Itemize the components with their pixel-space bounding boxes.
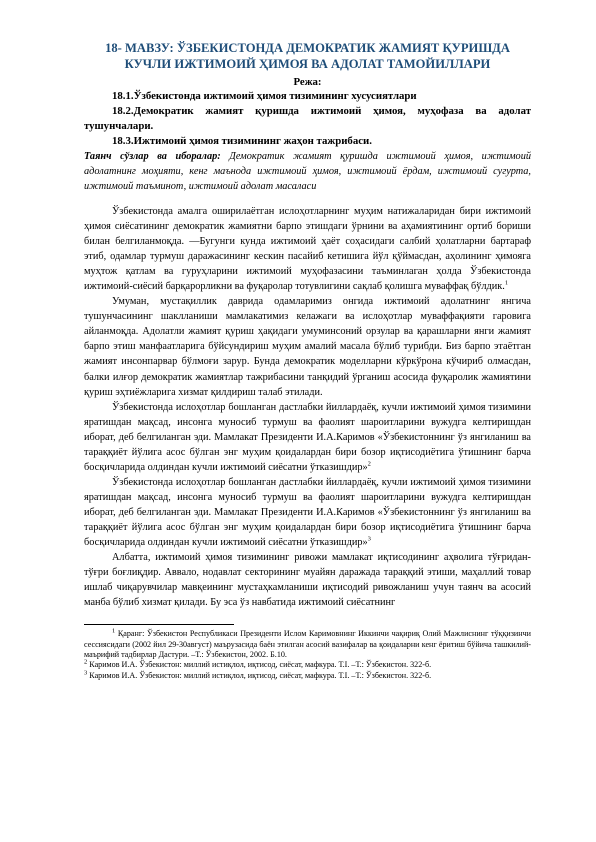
footnote-1-mark: 1 (112, 627, 116, 635)
footnote-2-text: Каримов И.А. Ўзбекистон: миллий истиқлол, иқтисод, сиёсат, мафкура. Т.I. –Т.: Ўзбекистон. 322-б. (89, 660, 432, 670)
keywords-block (84, 149, 531, 194)
footnote-3-mark: 3 (84, 669, 88, 677)
footnote-3 (84, 671, 531, 681)
footnote-ref-2: 2 (367, 460, 371, 468)
footnote-separator (84, 624, 234, 625)
footnote-ref-3: 3 (367, 535, 371, 543)
plan-item-3: 18.3.Ижтимоий ҳимоя тизимининг жаҳон тажрибаси. (112, 135, 372, 147)
plan-item-1: 18.1.Ўзбекистонда ижтимоий ҳимоя тизимининг хусусиятлари (112, 90, 417, 102)
paragraph-3 (84, 400, 531, 475)
paragraph-5: Албатта, ижтимоий ҳимоя тизимининг ривожи мамлакат иқтисодининг аҳволига тўғридан- тўғри боғлиқдир. Аввало, нодавлат секторининг муайян даражада тараққий этиши, маҳаллий товар ишлаб чиқарувчилар мавқеининг мустаҳкамланиши иқтисодий ривожланиш учун таянч ва асосий манба бўлиб хизмат қилади. Бу эса ўз навбатида ижтимоий сиёсатнинг (84, 552, 531, 609)
paragraph-4-text: Ўзбекистонда ислоҳотлар бошланган дастлабки йиллардаёқ, кучли ижтимоий ҳимоя тизимини яратишдан мақсад, инсонга муносиб турмуш ва фаолият шароитларини вужудга келтиришдан иборат, деб белгиланган эди. Мамлакат Президенти И.А.Каримов «Ўзбекистоннинг ўз янгиланиш ва тараққиёт йўлига асос бўлган энг муҳим қоидалардан бири бозор иқтисодиётига ўтишнинг барча босқичларида олдиндан кучли ижтимоий сиёсатни ўтказишдир» (84, 476, 531, 549)
paragraph-4 (84, 475, 531, 550)
title-line-2: КУЧЛИ ИЖТИМОИЙ ҲИМОЯ ВА АДОЛАТ ТАМОЙИЛЛАРИ (124, 57, 491, 71)
footnote-3-text: Каримов И.А. Ўзбекистон: миллий истиқлол, иқтисод, сиёсат, мафкура. Т.I. –Т.: Ўзбекистон. 322-б. (89, 670, 432, 680)
keywords-label: Таянч сўзлар ва иборалар: (84, 151, 221, 162)
footnote-2 (84, 660, 531, 670)
footnote-1-text: Қаранг: Ўзбекистон Республикаси Президенти Ислом Каримовнинг Иккинчи чақириқ Олий Мажлиснинг тўққизинчи сессиясидаги (2002 йил 29-30август) маърузасида баён этилган асосий вазифалар ва қоидаларни кенг ёритиш бўйича ташкилий-маърифий тадбирлар Дастури. –Т.: Ўзбекистон, 2002. Б.10. (84, 629, 531, 660)
plan-heading: Режа: (293, 76, 322, 88)
paragraph-2: Умуман, мустақиллик даврида одамларимиз онгида ижтимоий адолатнинг янгича тушунчасининг шаклланиши мамлакатимиз келажаги ва ислоҳотлар муваффақияти гаровига айланмоқда. Адолатли жамият қуриш ҳақидаги умуминсоний орзулар ва қарашларни янги жамият барпо этиш манфаатларига бўйсундириш муҳим амалий масала бўлиб турибди. Биз барпо этаётган жамият инсонпарвар бўлмоғи зарур. Бунда демократик моделларни кўркўрона кўчириб олмасдан, балки илғор демократик жамиятлар тажрибасини танқидий ўрганиш асосида фуқаролик жамиятини қуриш эҳтиёжларига хизмат қилдириш талаб этилади. (84, 296, 531, 398)
plan-item-2: 18.2.Демократик жамият қуришда ижтимоий ҳимоя, муҳофаза ва адолат тушунчалари. (84, 105, 531, 132)
document-page (84, 40, 531, 681)
document-title (84, 40, 531, 72)
keywords-text: Демократик жамият қуришда ижтимоий ҳимоя, ижтимоий адолатнинг моҳияти, кенг маънода ижтимоий ҳимоя, ижтимоий ёрдам, ижтимоий сугурта, ижтимоий таъминот, ижтимоий адолат масаласи (84, 151, 532, 192)
paragraph-1 (84, 204, 531, 294)
title-line-1: 18- МАВЗУ: ЎЗБЕКИСТОНДА ДЕМОКРАТИК ЖАМИЯТ ҚУРИШДА (105, 41, 510, 55)
footnote-ref-1: 1 (504, 279, 509, 287)
paragraph-3-text: Ўзбекистонда ислоҳотлар бошланган дастлабки йиллардаёқ, кучли ижтимоий ҳимоя тизимини яратишдан мақсад, инсонга муносиб турмуш ва фаолият шароитларини вужудга келтиришдан иборат, деб белгиланган эди. Мамлакат Президенти И.А.Каримов «Ўзбекистоннинг ўз янгиланиш ва тараққиёт йўлига асос бўлган энг муҳим қоидалардан бири бозор иқтисодиётига ўтишнинг барча босқичларида олдиндан кучли ижтимоий сиёсатни ўтказишдир» (84, 401, 531, 473)
footnote-1 (84, 629, 531, 660)
paragraph-1-text: Ўзбекистонда амалга оширилаётган ислоҳотларнинг муҳим натижаларидан бири ижтимоий ҳимоя сиёсатининг демократик жамиятни барпо этишдаги ўрнини ва аҳамиятининг ортиб бориши билан белгиланмоқда. ―Бугунги кунда ижтимоий ҳаёт соҳасидаги салбий ҳолатларни бартараф этиб, одамлар турмуш даражасининг кескин пасайиб кетишига йўл қўймасдан, аҳолининг ҳимояга муҳтож қатлам ва гуруҳларини ижтимоий муҳофазасини таъминлаган ҳолда Ўзбекистонда ижтимоий-сиёсий барқарорликни ва фуқаролар тотувлигини сақлаб қолишга муваффақ бўлдик. (84, 206, 531, 293)
footnote-2-mark: 2 (84, 658, 88, 666)
